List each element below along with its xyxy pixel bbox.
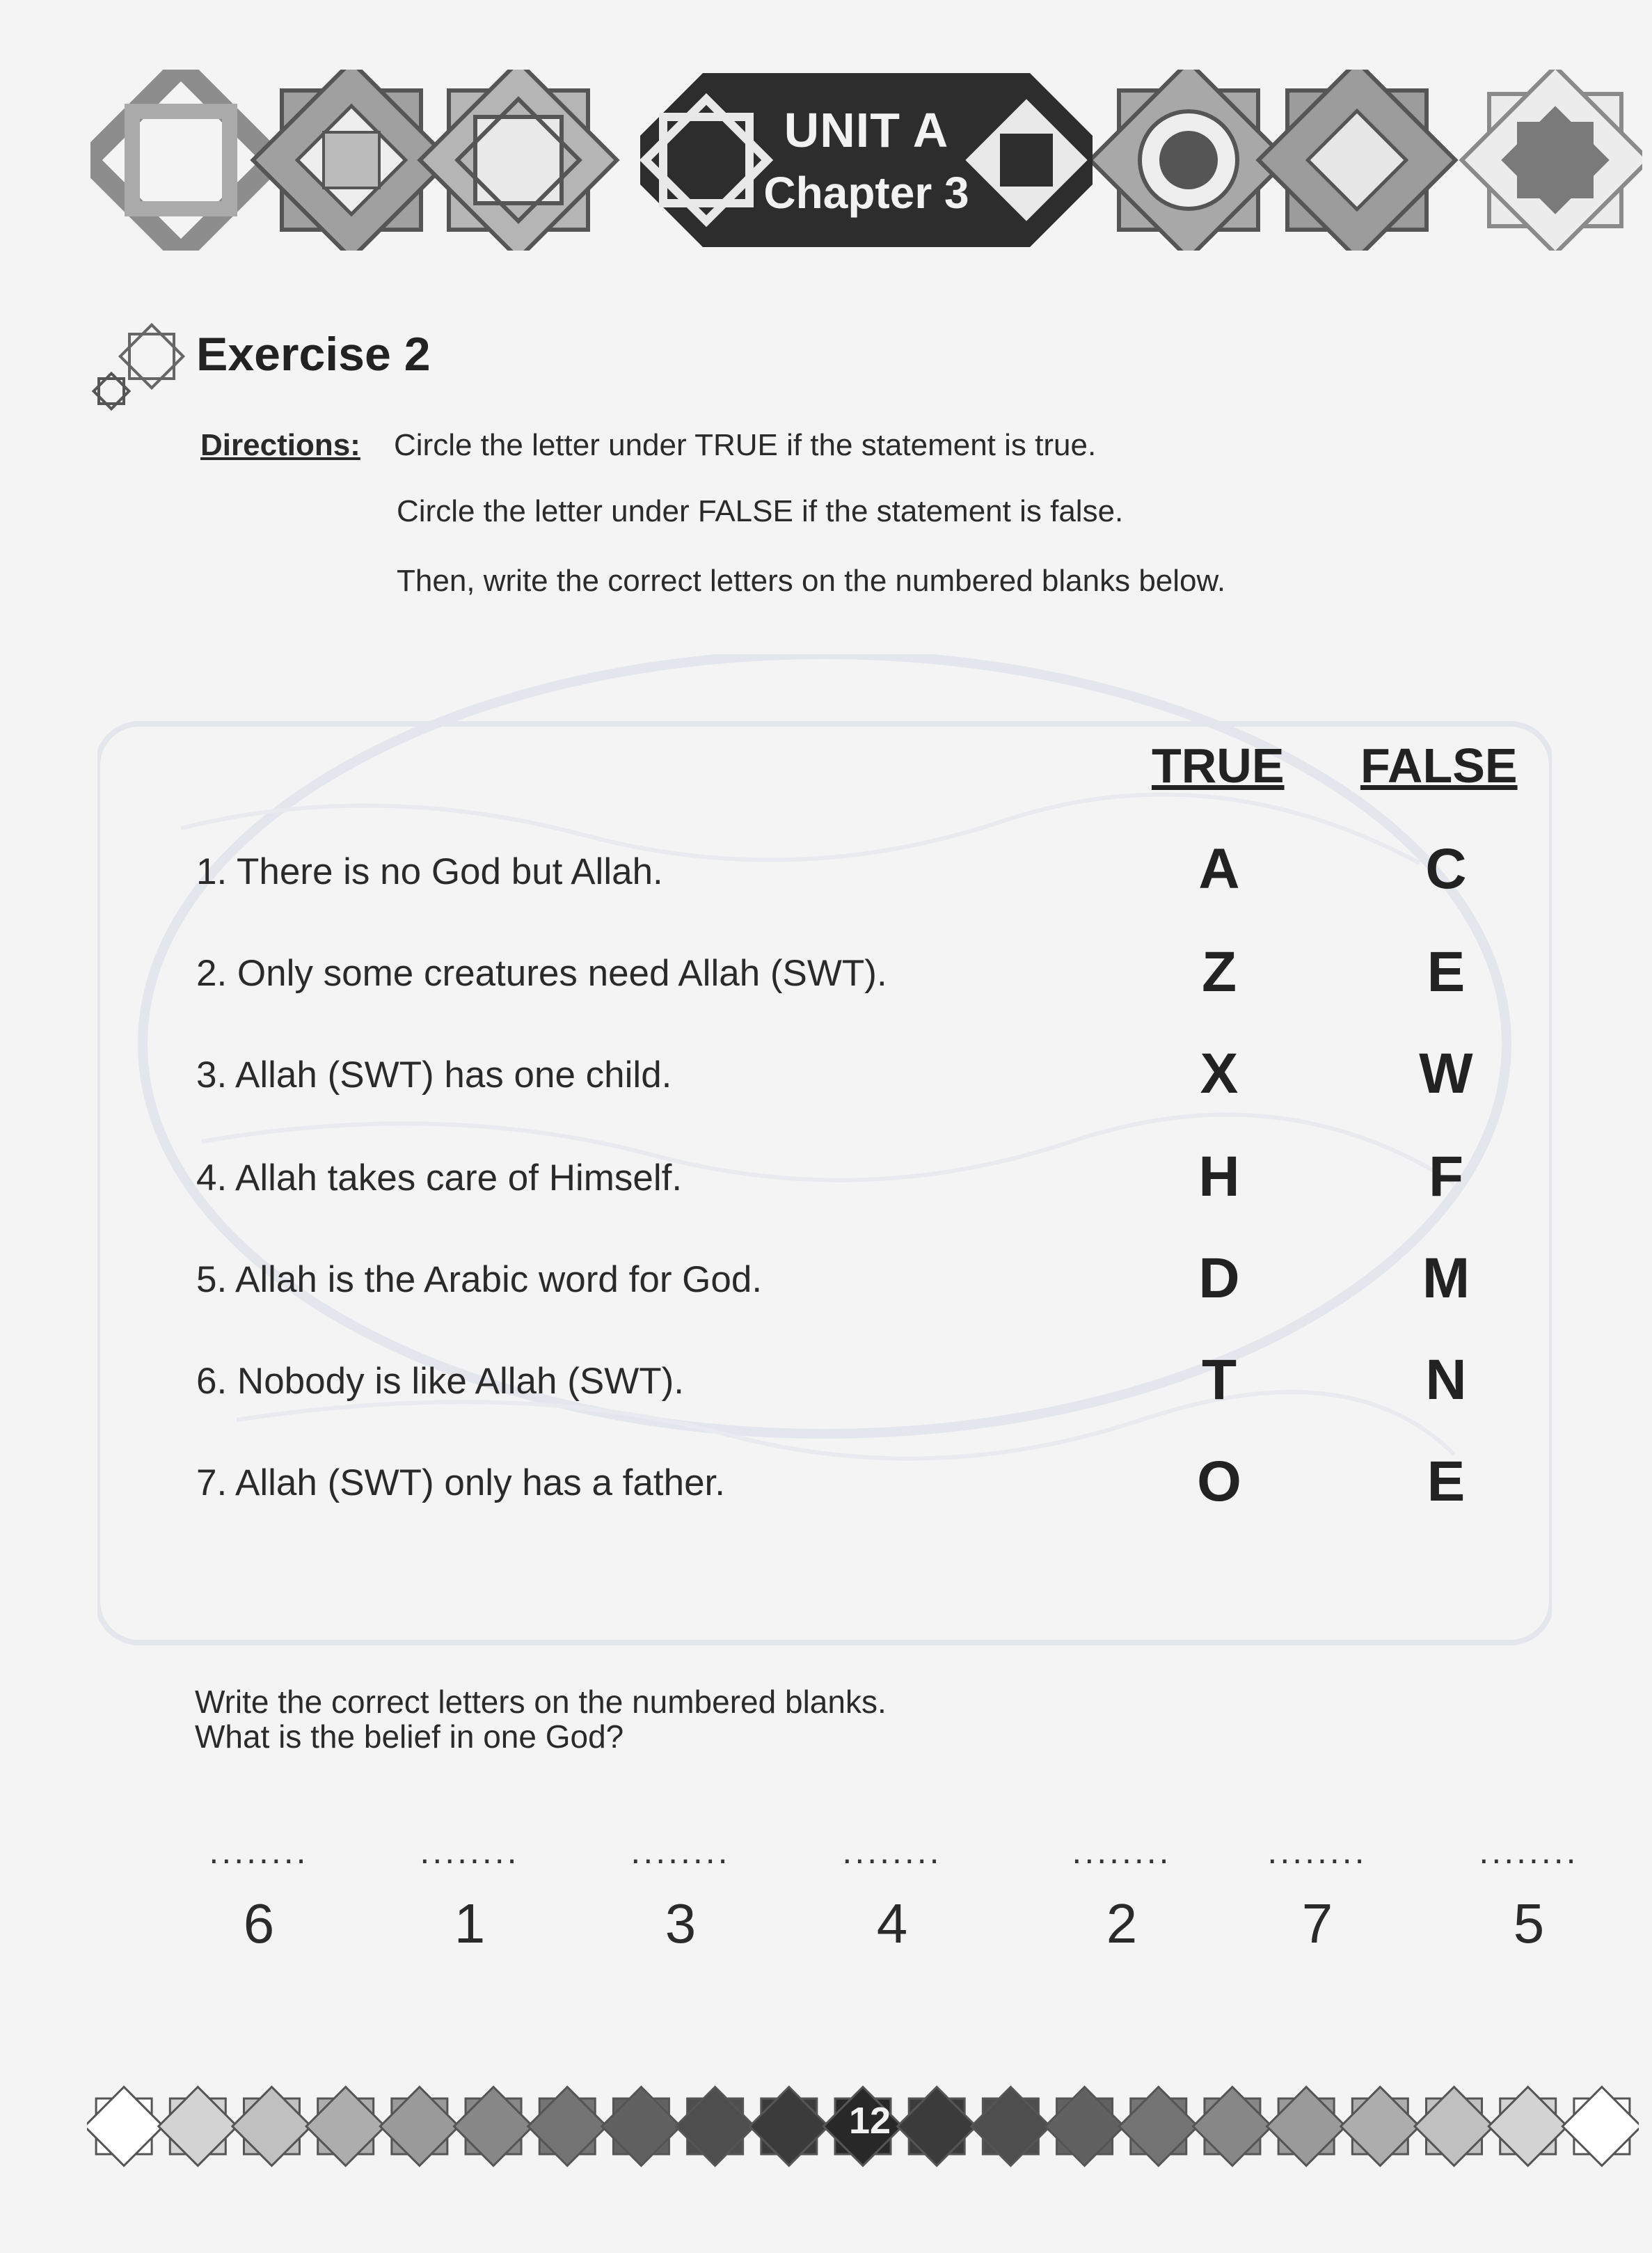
exercise-title: Exercise 2 (196, 328, 431, 381)
footer-star (1267, 2087, 1346, 2165)
answer-blank-1[interactable] (189, 1832, 328, 1956)
false-letter-6[interactable]: N (1425, 1348, 1467, 1412)
footer-star (1193, 2087, 1271, 2165)
blank-number: 2 (1106, 1892, 1138, 1954)
blank-dots[interactable]: ........ (842, 1832, 942, 1871)
octagram-icon (1259, 70, 1456, 251)
footer-star (1488, 2087, 1567, 2165)
question-instruction: Write the correct letters on the numbered blanks. (195, 1684, 887, 1720)
blank-number: 1 (454, 1892, 486, 1954)
footer-star (602, 2087, 681, 2165)
true-letter-5[interactable]: D (1198, 1247, 1240, 1310)
blank-number: 4 (876, 1892, 908, 1954)
true-letter-7[interactable]: O (1197, 1450, 1241, 1513)
answer-blank-4[interactable] (823, 1832, 962, 1956)
true-column-header: TRUE (1152, 738, 1285, 793)
footer-star (1562, 2087, 1639, 2165)
blank-dots[interactable]: ........ (1479, 1832, 1579, 1871)
octagram-icon (1462, 70, 1642, 251)
footer-star (1341, 2087, 1420, 2165)
page-number: 12 (848, 2100, 891, 2142)
blank-dots[interactable]: ........ (420, 1832, 520, 1871)
footer-star (306, 2087, 385, 2165)
false-letter-5[interactable]: M (1422, 1247, 1470, 1310)
statement-1: 1. There is no God but Allah. (196, 851, 663, 892)
true-letter-6[interactable]: T (1201, 1348, 1237, 1412)
true-letter-2[interactable]: Z (1201, 940, 1237, 1004)
footer-star (159, 2087, 237, 2165)
answer-blank-7[interactable] (1459, 1832, 1598, 1956)
unit-title: UNIT A (784, 103, 949, 157)
blank-number: 6 (243, 1892, 275, 1954)
interlaced-square-icon (90, 70, 274, 251)
footer-star (676, 2087, 754, 2165)
statement-7: 7. Allah (SWT) only has a father. (196, 1462, 726, 1503)
star-cluster-icon (90, 322, 188, 412)
unit-banner (640, 73, 1093, 247)
blank-number: 7 (1301, 1892, 1333, 1954)
footer-star (232, 2087, 311, 2165)
answer-blank-5[interactable] (1052, 1832, 1191, 1956)
false-letter-7[interactable]: E (1427, 1450, 1466, 1513)
footer-star (454, 2087, 532, 2165)
footer-star (749, 2087, 828, 2165)
footer-star (380, 2087, 459, 2165)
false-letter-3[interactable]: W (1419, 1042, 1473, 1105)
true-letter-4[interactable]: H (1198, 1145, 1240, 1208)
answer-blank-2[interactable] (400, 1832, 539, 1956)
statement-3: 3. Allah (SWT) has one child. (196, 1054, 672, 1096)
chapter-title: Chapter 3 (763, 168, 969, 218)
statement-2: 2. Only some creatures need Allah (SWT). (196, 953, 887, 994)
statement-5: 5. Allah is the Arabic word for God. (196, 1259, 763, 1300)
answer-blank-6[interactable] (1248, 1832, 1387, 1956)
directions-line-1: Circle the letter under TRUE if the statement is true. (394, 428, 1097, 462)
directions-label: Directions: (200, 428, 360, 462)
question-prompt: What is the belief in one God? (195, 1718, 624, 1755)
blank-dots[interactable]: ........ (630, 1832, 731, 1871)
footer-star (1045, 2087, 1124, 2165)
footer-star (1415, 2087, 1493, 2165)
blank-dots[interactable]: ........ (209, 1832, 309, 1871)
directions-line-2: Circle the letter under FALSE if the statement is false. (397, 494, 1124, 528)
footer-star (87, 2087, 164, 2165)
true-letter-3[interactable]: X (1200, 1042, 1239, 1105)
footer-star (971, 2087, 1050, 2165)
blank-dots[interactable]: ........ (1267, 1832, 1367, 1871)
false-letter-1[interactable]: C (1425, 837, 1467, 901)
octagram-icon (420, 70, 617, 251)
answer-blank-3[interactable] (611, 1832, 750, 1956)
blank-dots[interactable]: ........ (1072, 1832, 1172, 1871)
statement-6: 6. Nobody is like Allah (SWT). (196, 1361, 685, 1402)
false-column-header: FALSE (1360, 738, 1518, 793)
footer-star (1119, 2087, 1198, 2165)
false-letter-4[interactable]: F (1428, 1145, 1464, 1208)
footer-star (898, 2087, 976, 2165)
directions-line-3: Then, write the correct letters on the numbered blanks below. (397, 564, 1226, 598)
blank-number: 3 (665, 1892, 697, 1954)
statement-4: 4. Allah takes care of Himself. (196, 1157, 683, 1199)
footer-star (528, 2087, 607, 2165)
false-letter-2[interactable]: E (1427, 940, 1466, 1004)
blank-number: 5 (1513, 1892, 1545, 1954)
true-letter-1[interactable]: A (1198, 837, 1240, 901)
